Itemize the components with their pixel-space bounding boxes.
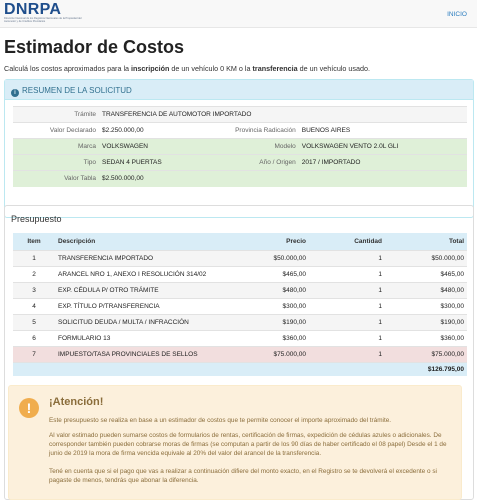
row-cantidad: 1: [309, 282, 385, 298]
logo-text: DNRPA: [4, 1, 62, 18]
tramite-label: Trámite: [13, 107, 99, 123]
row-item: 7: [13, 346, 55, 362]
info-icon: i: [11, 89, 19, 97]
row-total: $190,00: [385, 314, 467, 330]
row-descripcion: FORMULARIO 13: [55, 330, 233, 346]
anio-label: Año / Origen: [207, 155, 299, 171]
page-title: Estimador de Costos: [4, 37, 185, 57]
tipo-value: SEDAN 4 PUERTAS: [99, 155, 207, 171]
summary-panel: [4, 79, 474, 218]
budget-table: [13, 233, 467, 376]
table-row-tax: [13, 346, 467, 362]
row-item: 4: [13, 298, 55, 314]
modelo-value: VOLKSWAGEN VENTO 2.0L GLI: [299, 139, 467, 155]
lead-text-2: de un vehículo 0 KM o la: [169, 64, 253, 73]
row-descripcion: TRANSFERENCIA IMPORTADO: [55, 250, 233, 266]
attention-alert: [8, 385, 462, 500]
row-cantidad: 1: [309, 346, 385, 362]
row-descripcion: SOLICITUD DEUDA / MULTA / INFRACCIÓN: [55, 314, 233, 330]
col-descripcion: Descripción: [55, 233, 233, 250]
valor-declarado-label: Valor Declarado: [13, 123, 99, 139]
row-item: 2: [13, 266, 55, 282]
budget-title: Presupuesto: [11, 214, 62, 224]
attention-paragraph-2: Al valor estimado pueden sumarse costos de formularios de rentas, certificación de firmas, expedición de cédulas azules o adicionales. De corresponder también pueden cobrarse moras de firmas (se computan a partir de los 90 días de haber certificado el 08 papel) Desde el 1 de junio de 2019 la mora de firma vencida equivale al 20% del valor del arancel de la transferencia.: [49, 432, 447, 457]
col-cantidad: Cantidad: [309, 233, 385, 250]
navbar: [0, 0, 477, 28]
row-total: $300,00: [385, 298, 467, 314]
row-cantidad: 1: [309, 298, 385, 314]
lead-text-1: Calculá los costos aproximados para la: [4, 64, 132, 73]
valor-tabla-label: Valor Tabla: [13, 171, 99, 187]
dnrpa-logo[interactable]: [4, 3, 88, 23]
provincia-value: BUENOS AIRES: [299, 123, 467, 139]
col-total: Total: [385, 233, 467, 250]
tramite-value: TRANSFERENCIA DE AUTOMOTOR IMPORTADO: [99, 107, 467, 123]
col-item: Item: [13, 233, 55, 250]
row-descripcion: EXP. CÉDULA P/ OTRO TRÁMITE: [55, 282, 233, 298]
table-row-total: [13, 362, 467, 376]
valor-tabla-value: $2.500.000,00: [99, 171, 467, 187]
row-total: $75.000,00: [385, 346, 467, 362]
row-item: 6: [13, 330, 55, 346]
marca-value: VOLKSWAGEN: [99, 139, 207, 155]
summary-title: RESUMEN DE LA SOLICITUD: [22, 86, 132, 95]
row-item: 1: [13, 250, 55, 266]
valor-declarado-value: $2.250.000,00: [99, 123, 207, 139]
col-precio: Precio: [233, 233, 309, 250]
row-cantidad: 1: [309, 266, 385, 282]
row-cantidad: 1: [309, 314, 385, 330]
nav-link-inicio[interactable]: INICIO: [447, 11, 467, 18]
grand-total: $126.795,00: [385, 362, 467, 376]
page-lead: [4, 64, 370, 73]
row-cantidad: 1: [309, 330, 385, 346]
table-row: [13, 314, 467, 330]
budget-header-row: [13, 233, 467, 250]
summary-table: [13, 106, 467, 187]
provincia-label: Provincia Radicación: [207, 123, 299, 139]
summary-row-valor-tabla: [13, 171, 467, 187]
row-precio: $50.000,00: [233, 250, 309, 266]
table-row: [13, 330, 467, 346]
lead-bold-transferencia: transferencia: [252, 64, 298, 73]
row-precio: $300,00: [233, 298, 309, 314]
attention-paragraph-1: Este presupuesto se realiza en base a un estimador de costos que te permite conocer el importe aproximado del trámite.: [49, 417, 392, 424]
row-total: $360,00: [385, 330, 467, 346]
row-cantidad: 1: [309, 250, 385, 266]
summary-row-valor: [13, 123, 467, 139]
summary-row-tipo: [13, 155, 467, 171]
attention-title: ¡Atención!: [49, 396, 104, 408]
row-descripcion: EXP. TÍTULO P/TRANSFERENCIA: [55, 298, 233, 314]
row-precio: $465,00: [233, 266, 309, 282]
table-row: [13, 266, 467, 282]
attention-paragraph-3: Tené en cuenta que si el pago que vas a realizar a continuación difiere del monto exacto, en el Registro se te devolverá el excedente o si pagaste de menos, tendrás que abonar la diferencia.: [49, 468, 437, 484]
tipo-label: Tipo: [13, 155, 99, 171]
anio-value: 2017 / IMPORTADO: [299, 155, 467, 171]
row-precio: $480,00: [233, 282, 309, 298]
row-descripcion: ARANCEL NRO 1, ANEXO I RESOLUCIÓN 314/02: [55, 266, 233, 282]
row-precio: $360,00: [233, 330, 309, 346]
row-precio: $190,00: [233, 314, 309, 330]
table-row: [13, 282, 467, 298]
lead-text-3: de un vehículo usado.: [297, 64, 370, 73]
logo-subtitle: Dirección Nacional de los Registros Nacionales de la Propiedad del Automotor y de Créditos Prendarios: [4, 17, 82, 23]
row-descripcion: IMPUESTO/TASA PROVINCIALES DE SELLOS: [55, 346, 233, 362]
row-item: 3: [13, 282, 55, 298]
table-row: [13, 250, 467, 266]
row-total: $465,00: [385, 266, 467, 282]
table-row: [13, 298, 467, 314]
lead-bold-inscripcion: inscripción: [131, 64, 170, 73]
row-item: 5: [13, 314, 55, 330]
row-precio: $75.000,00: [233, 346, 309, 362]
summary-row-tramite: [13, 107, 467, 123]
marca-label: Marca: [13, 139, 99, 155]
summary-row-marca: [13, 139, 467, 155]
summary-panel-header: [5, 80, 473, 100]
row-total: $480,00: [385, 282, 467, 298]
row-total: $50.000,00: [385, 250, 467, 266]
exclamation-icon: !: [19, 398, 39, 418]
modelo-label: Modelo: [207, 139, 299, 155]
